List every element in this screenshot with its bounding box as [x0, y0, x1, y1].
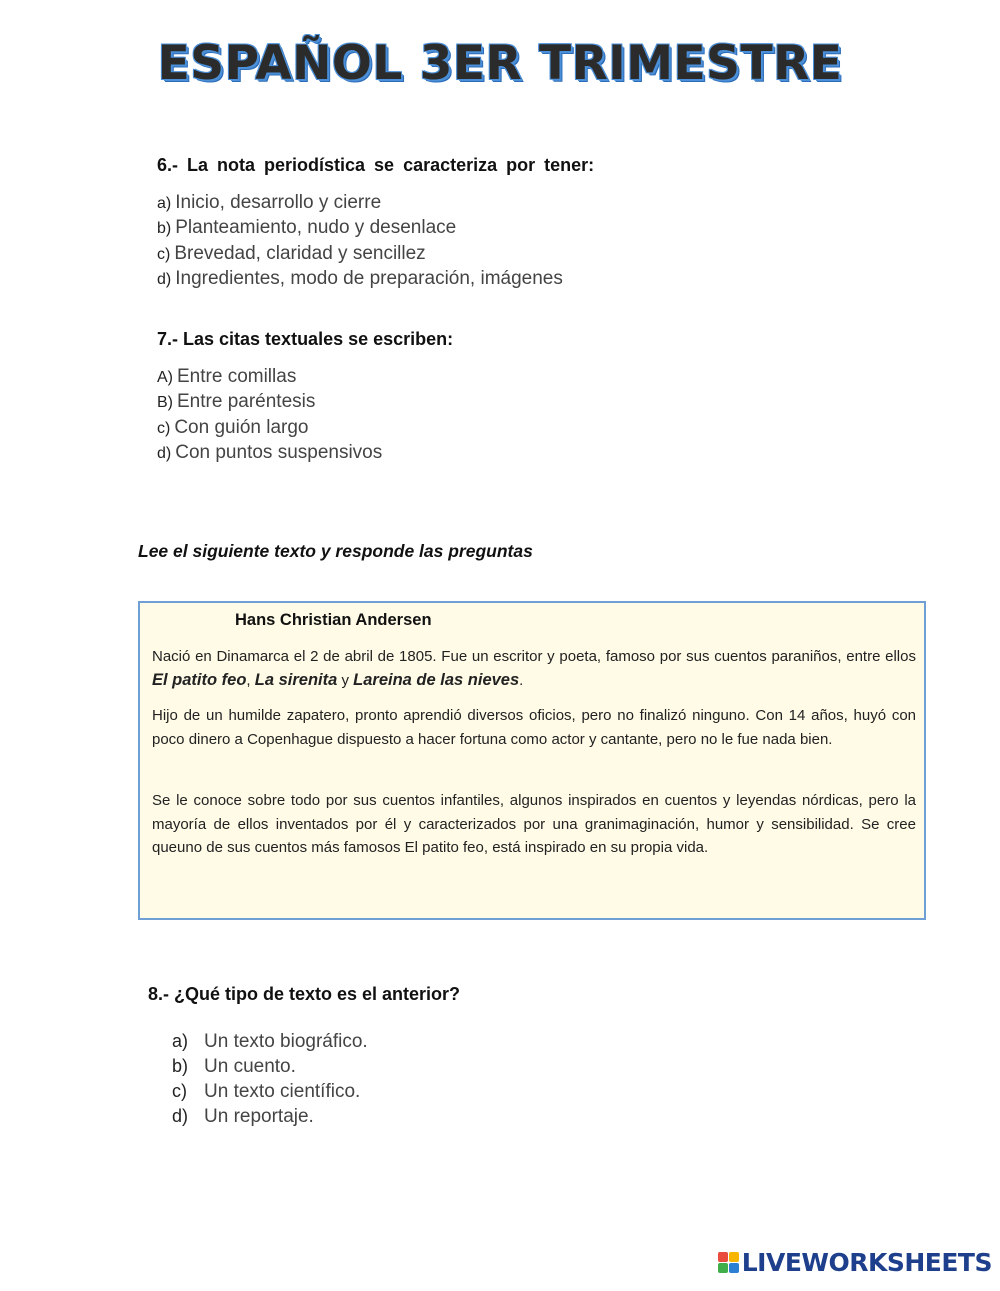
reading-paragraph-3: Se le conoce sobre todo por sus cuentos infantiles, algunos inspirados en cuentos y leyendas nórdicas, pero la mayoría de ellos inventados por él y caracterizados por una granimaginación, humor y sensibilidad. Se cree queuno de sus cuentos más famosos El patito feo, está inspirado en su propia vida.: [152, 792, 916, 856]
option-letter: d): [157, 270, 172, 288]
liveworksheets-logo: [718, 1248, 992, 1277]
reading-instruction: Lee el siguiente texto y responde las preguntas: [138, 541, 533, 561]
option-6b[interactable]: [157, 216, 563, 241]
option-text: Un reportaje.: [204, 1106, 314, 1127]
option-6d[interactable]: [157, 267, 563, 292]
work-title: La sirenita: [254, 670, 338, 689]
brand-blocks-icon: [718, 1252, 739, 1273]
option-text: Con guión largo: [174, 416, 309, 438]
option-8b[interactable]: [172, 1054, 368, 1079]
option-letter: B): [157, 394, 173, 412]
option-7c[interactable]: [157, 416, 382, 441]
question-6-prompt: 6.- La nota periodística se caracteriza por tener:: [157, 155, 595, 175]
option-letter: c): [157, 419, 171, 437]
option-8c[interactable]: [172, 1079, 368, 1104]
brand-block: [718, 1263, 728, 1273]
option-text: Un texto científico.: [204, 1081, 361, 1102]
option-7a[interactable]: [157, 365, 382, 390]
option-8a[interactable]: [172, 1029, 368, 1054]
reading-box: [138, 601, 926, 920]
option-text: Entre comillas: [177, 366, 297, 387]
option-letter: c): [172, 1081, 187, 1101]
option-6a[interactable]: [157, 191, 563, 216]
option-text: Con puntos suspensivos: [175, 441, 383, 463]
option-letter: b): [157, 220, 172, 238]
option-letter: A): [157, 369, 173, 386]
work-title: El patito feo: [152, 670, 247, 689]
brand-block: [718, 1252, 728, 1262]
work-title: Lareina de las nieves: [353, 670, 520, 689]
option-letter: d): [172, 1106, 189, 1126]
brand-name: LIVEWORKSHEETS: [741, 1248, 992, 1277]
question-6-options: [157, 191, 563, 292]
question-7-prompt: 7.- Las citas textuales se escriben:: [157, 329, 454, 349]
option-text: Un texto biográfico.: [204, 1031, 368, 1052]
question-8-options: [172, 1029, 368, 1129]
reading-title: Hans Christian Andersen: [235, 611, 432, 629]
question-8-prompt: 8.- ¿Qué tipo de texto es el anterior?: [148, 984, 461, 1004]
question-7-options: [157, 365, 382, 466]
option-7d[interactable]: [157, 441, 382, 466]
reading-paragraph-2: Hijo de un humilde zapatero, pronto aprendió diversos oficios, pero no finalizó ninguno. Con 14 años, huyó con poco dinero a Copenhague dispuesto a hacer fortuna como actor y cantante, pero no le fue nada bien.: [152, 707, 916, 748]
brand-block: [729, 1263, 739, 1273]
page-title: ESPAÑOL 3ER TRIMESTRE: [157, 36, 843, 91]
option-letter: a): [172, 1031, 189, 1051]
option-text: Ingredientes, modo de preparación, imágenes: [175, 267, 563, 289]
option-text: Entre paréntesis: [177, 391, 316, 413]
option-text: Brevedad, claridad y sencillez: [174, 242, 426, 264]
option-6c[interactable]: [157, 242, 563, 267]
option-letter: d): [157, 444, 172, 462]
option-text: Inicio, desarrollo y cierre: [175, 192, 382, 213]
option-letter: a): [157, 195, 172, 212]
option-8d[interactable]: [172, 1104, 368, 1129]
option-text: Planteamiento, nudo y desenlace: [175, 217, 457, 239]
option-letter: b): [172, 1056, 189, 1076]
brand-block: [729, 1252, 739, 1262]
reading-paragraph-1: Nació en Dinamarca el 2 de abril de 1805. Fue un escritor y poeta, famoso por sus cuentos paraniños, entre ellos El patito feo, La sirenita y Lareina de las nieves.: [152, 648, 916, 689]
option-letter: c): [157, 245, 171, 263]
option-7b[interactable]: [157, 390, 382, 415]
option-text: Un cuento.: [204, 1056, 296, 1077]
